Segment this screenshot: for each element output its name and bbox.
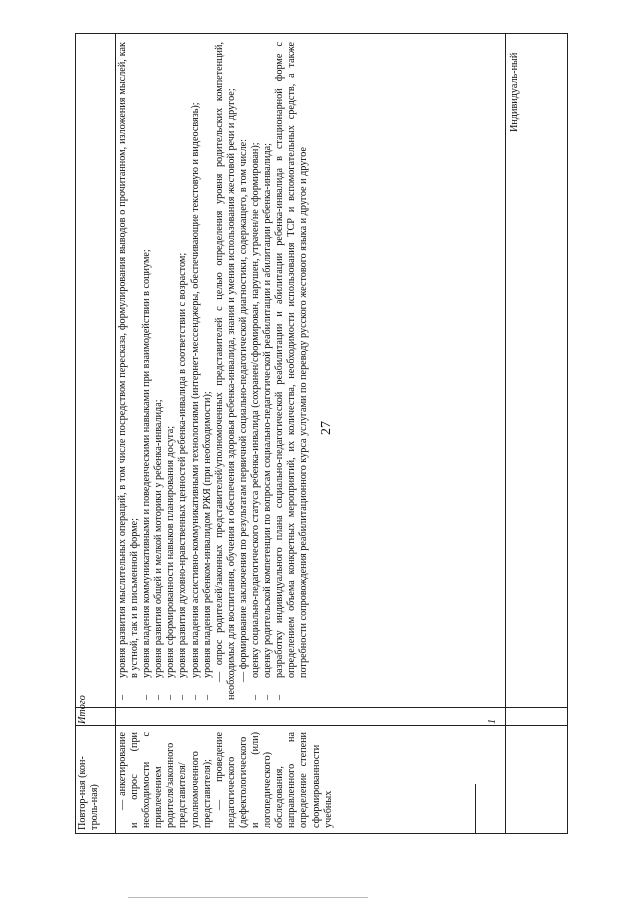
list-item: – уровня развития мыслительных операций, в том числе посредством пересказа, формулирования выводов о прочитанном, изложения мыслей, как в устной, так и в письменной форме; <box>117 42 141 700</box>
page-number: 27 <box>319 421 334 435</box>
list-item: – уровня владения коммуникативными и поведенческими навыками при взаимодействии в социуме; <box>141 249 153 700</box>
sub-list-item: – разработку индивидуального плана социально-педагогической реабилитации и абилитации ребенка-инвалида в стационарной форме с определением объема конкретных мероприятий, их количества, необходимости использования ТСР и вспомогательных средств, а также потребности сопровождения реабилитационного курса услугами по переводу русского жестового языка и другое и другое <box>274 42 310 700</box>
list-item: – уровня развития общей и мелкой моторики у ребенка-инвалида; <box>153 399 165 700</box>
repeat-item: — анкетирование и опрос (при необходимости с привлечением родителя/законного представителя/уполномоченного представителя); <box>117 732 213 828</box>
sub-list-item: – оценку социально-педагогического статуса ребенка-инвалида (сохранен/сформирован, нарушен, утрачен/не сформирован); <box>250 142 262 700</box>
table-border-right <box>75 33 568 34</box>
list-item: – уровня владения ребенком-инвалидом РЖЯ (при необходимости); <box>201 391 213 700</box>
total-row-count: 1 <box>487 718 498 724</box>
column-divider-1 <box>115 34 116 834</box>
paragraph-parent-survey: — опрос родителей/законных представителей/уполномоченных представителей с целью определения уровня родительских компетенций, необходимых для воспитания, обучения и обеспечения здоровья ребенка-инвалида, знания и умения использования жестовой речи и другое; <box>213 41 237 700</box>
sub-list-item: – оценку родительской компетенции по вопросам социально-педагогической реабилитации и абилитации ребенка-инвалида; <box>262 143 274 700</box>
repeat-item: — проведение педагогического (дефектологического и (или) логопедического) обследования, направленного на определение степени сформированности учебных <box>213 732 334 828</box>
row-divider-total <box>75 725 568 726</box>
total-row-label: Итого <box>77 695 88 724</box>
repeat-row-form: Индивидуаль-ный <box>509 52 520 132</box>
section-continuation <box>117 38 503 704</box>
paragraph-conclusion: — формирование заключения по результатам первичной социально-педагогической диагностики, содержащего, в том числе: <box>237 138 249 682</box>
list-item: – уровня владения ассистивно-коммуникативными технологиями (интернет-мессенджеры, обеспечивающие текстовую и видеосвязь); <box>189 102 201 700</box>
table-border-top <box>75 34 76 834</box>
rotated-table <box>75 34 568 834</box>
table-border-bottom <box>567 34 568 834</box>
list-item: – уровня сформированности навыков планирования досуга; <box>165 425 177 700</box>
list-item: – уровня развития духовно-нравственных ценностей ребенка-инвалида в соответствии с возрастом; <box>177 252 189 700</box>
column-divider-2 <box>505 34 506 834</box>
repeat-row-content <box>117 728 473 832</box>
repeat-row-label: Повтор-ная (кон-троль-ная) <box>77 756 101 830</box>
scan-edge-mark <box>128 897 368 898</box>
column-divider-3 <box>475 784 476 834</box>
table-border-left <box>75 833 568 834</box>
